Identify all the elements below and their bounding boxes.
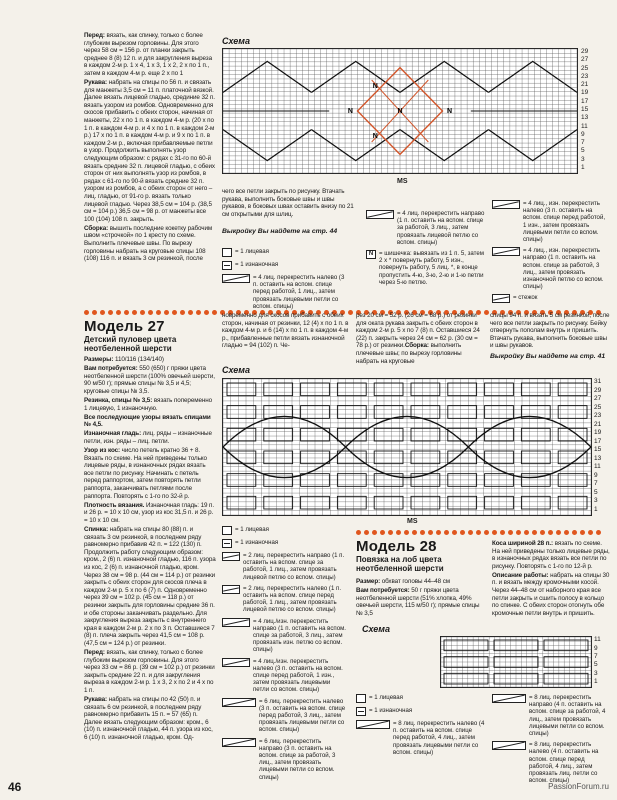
paragraph (84, 526, 216, 648)
divider-dot (204, 310, 209, 315)
top-chart-row-numbers (581, 48, 601, 172)
divider-dot (460, 530, 465, 535)
cable-box (411, 496, 440, 509)
row-number: 5 (594, 661, 598, 669)
cable-box (227, 406, 256, 419)
legend-item (222, 261, 350, 270)
legend-text: = 8 лиц. перекрестить направо (4 п. оставить на вспом. спице за работой, 4 лиц., затем провязать лицевыми петли со вспом. спицы) (529, 694, 606, 738)
paragraph (84, 430, 216, 445)
middle-knitting-chart (222, 378, 592, 516)
row-number: 29 (594, 386, 602, 394)
legend-text: = 4 лиц. перекрестить налево (3 п. оставить на вспом. спице перед работой, 1 лиц., затем провязать лицевыми петли со вспом. спицы) (253, 274, 345, 310)
bottom-legend-right (492, 694, 610, 785)
paragraph-label: Размеры: (84, 356, 114, 363)
bottom-knitting-chart (440, 636, 592, 688)
divider-dot (188, 310, 193, 315)
paragraph (84, 365, 216, 395)
model-27-right-text: спицы 94 п. и вязать 5 см резинкой, после чего все петли закрыть по рисунку. Бейку отвернуть пополам внутрь и пришить. Втачать рукава, выполнить боковые швы и швы рукавов. (490, 312, 610, 350)
legend-text: = 6 лиц. перекрестить направо (3 п. оставить на вспом. спице за работой, 3 лиц., затем провязать лицевыми петли со вспом. спицы) (259, 737, 336, 781)
page-number: 46 (8, 780, 22, 794)
paragraph-label: Узор из кос: (84, 447, 120, 455)
legend-symbol-icon (222, 658, 250, 667)
legend-text: = 4 лиц. перекрестить направо (1 п. оставить на вспом. спице за работой, 3 лиц., затем провязать лицевой петлю со вспом. спицы) (397, 210, 485, 246)
row-number: 5 (594, 488, 598, 496)
paragraph (84, 356, 216, 364)
paragraph-text: обхват головы 44–48 см (380, 578, 450, 585)
legend-item (222, 539, 346, 548)
legend-symbol-icon (222, 539, 232, 548)
row-number: 21 (581, 81, 589, 89)
cable-box (521, 383, 550, 396)
legend-item (492, 694, 610, 737)
cable-box (337, 406, 366, 419)
divider-dot (452, 530, 457, 535)
row-number: 9 (594, 644, 598, 652)
divider-dot (596, 530, 601, 535)
paragraph-text: набрать на спицы 80 (88) п. и связать 3 см резинкой, в последнем ряду равномерно прибавив 42 п. = 122 (130) п. Продолжить работу следующим образом: кром., 2 (6) п. изнаночной гладью, 116 п. узора из кос, 2 (6) п. изнаночной гладью, кром. Через 38 см = 98 р. (44 см = 114 р.) от резинки закрыть с обеих сторон для скосов плеча в каждом 2-м р. 5 х по 6 (7) п. Одновременно через 39 см = 102 р. (45 см = 118 р.) от резинки закрыть для горловины средние 36 п. и обе стороны заканчивать раздельно. Для закругления выреза закрыть с внутреннего края в каждом 2-м р. 2 х по 3 п. Оставшиеся 7 (8) п. плеча закрыть через 41,5 см = 108 р. (47,5 см = 124 р.) от резинки. (84, 525, 216, 647)
divider-dot (484, 310, 489, 315)
legend-text: = стежок (513, 294, 538, 302)
legend-item (492, 247, 610, 290)
cable-box (521, 496, 550, 509)
model-28-header (356, 538, 486, 573)
divider-dot (532, 530, 537, 535)
watermark: PassionForum.ru (548, 782, 609, 791)
row-number: 9 (594, 471, 598, 479)
legend-item (356, 707, 486, 716)
paragraph (356, 587, 486, 617)
cable-box (227, 383, 256, 396)
paragraph-label: Вам потребуется: (84, 365, 138, 373)
divider-dot (540, 530, 545, 535)
row-number: 25 (581, 64, 589, 72)
bobble-symbol: N (397, 108, 403, 115)
paragraph-text: вышить последние кокетку рабочим швом «строчкой» по 1 кресту по схеме. Выполнить плечевые швы. По вырезу горловины набрать на круговые спицы 108 (108) 116 п. и вязать 3 см резинкой, после (84, 224, 213, 263)
cable-box (264, 428, 293, 441)
legend-text: = 8 лиц. перекрестить налево (4 п. оставить на вспом. спице перед работой, 4 лиц., затем провязать лицевыми петли со вспом. спицы) (393, 720, 485, 756)
divider-dot (556, 530, 561, 535)
top-schema-title: Схема (222, 36, 250, 46)
divider-dot (412, 530, 417, 535)
legend-text: = 4 лиц./изн. перекрестить направо (1 п. оставить на вспом. спице за работой, 3 лиц., затем провязать изн. петлю со вспом. спицы) (253, 617, 346, 654)
cable-box (337, 496, 366, 509)
legend-symbol-icon (492, 200, 520, 209)
legend-text: = 4 лиц./изн. перекрестить налево (3 п. оставить на вспом. спице перед работой, 1 изн., затем провязать лицевыми петли со вспом. спицы) (253, 657, 343, 694)
row-number: 21 (594, 420, 602, 428)
divider-dot (420, 530, 425, 535)
legend-item (222, 274, 350, 310)
cable-box (558, 406, 587, 419)
cable-box (337, 383, 366, 396)
row-number: 11 (594, 463, 601, 471)
paragraph-text: набрать на спицы 30 п. и вязать между кромочными косой. Через 44–48 см от наборного края все петли закрыть и сшить полосу в кольцо по спинке. С обеих сторон отогнуть обе кромочные петли внутрь и пришить. (492, 571, 610, 617)
cable-box (374, 383, 403, 396)
legend-text: = 1 изнаночная (235, 539, 279, 546)
divider-dot (524, 530, 529, 535)
legend-text: = 1 лицевая (369, 694, 403, 701)
legend-text: = 2 лиц. перекрестить налево (1 п. оставить на вспом. спице перед работой, 1 лиц., затем провязать лицевой петлю со вспом. спицы) (243, 584, 342, 614)
legend-text: = 8 лиц. перекрестить налево (4 п. оставить на вспом. спице перед работой, 4 лиц., затем провязать лиц. петли со вспом. спицы) (529, 741, 599, 785)
cable-box (264, 451, 293, 464)
row-number: 27 (594, 395, 602, 403)
model-27-mid-text-2 (356, 312, 484, 365)
model-27-title: Модель 27 (84, 318, 165, 335)
legend-item (222, 658, 346, 694)
paragraph (84, 649, 216, 695)
paragraph-text: вязать, как спинку, только с более глубоким вырезом горловины. Для этого через 33 см = 86 р. (39 см = 102 р.) от резинки закрыть средние 22 п. и для закругления выреза в каждом 2-м р. 1 х 3, 2 х по 2 и 4 х по 1 п. (84, 648, 215, 694)
divider-dot (116, 310, 121, 315)
legend-item (492, 200, 610, 243)
paragraph-label: Размер: (356, 578, 381, 585)
cable-box (558, 383, 587, 396)
paragraph-text: Изнаночная гладь: 19 п. и 26 р. = 10 х 10 см, узор из кос 31,5 п. и 26 р. = 10 х 10 см. (84, 501, 215, 524)
legend-item (222, 585, 346, 614)
row-number: 27 (581, 56, 589, 64)
legend-text: = 1 лицевая (235, 526, 269, 533)
row-number: 13 (594, 454, 602, 462)
paragraph-label: Все последующие узоры вязать спицами № 4,5. (84, 413, 211, 429)
row-number: 23 (594, 412, 602, 420)
top-legend-left (222, 248, 350, 308)
legend-symbol-icon (492, 741, 526, 750)
row-number: 1 (594, 677, 598, 685)
bobble-symbol: N (372, 132, 378, 140)
row-number: 3 (594, 497, 598, 505)
legend-symbol-icon (222, 618, 250, 627)
paragraph (84, 32, 216, 78)
cable-box (521, 451, 550, 464)
cable-box (264, 496, 293, 509)
paragraph-text: 110/116 (134/140) (113, 356, 164, 363)
divider-dot (572, 530, 577, 535)
cable-box (558, 451, 587, 464)
legend-symbol-icon (222, 585, 240, 594)
legend-item (492, 741, 610, 784)
model-27-subtitle: Детский пуловер цвета неотбеленной шерсти (84, 335, 177, 353)
divider-dot (100, 310, 105, 315)
legend-symbol-icon (356, 720, 390, 729)
row-number: 1 (581, 163, 585, 171)
top-middle-text: чего все петли закрыть по рисунку. Втачать рукава, выполнить боковые швы и швы рукавов, в боковых швах оставить внизу по 21 см открытыми для шлиц. (222, 188, 354, 218)
legend-item (222, 248, 350, 257)
divider-dot (372, 530, 377, 535)
paragraph (84, 696, 216, 742)
cable-box (448, 406, 477, 419)
row-number: 15 (581, 106, 589, 113)
paragraph-text: 50 г пряжи цвета неотбеленной шерсти (51% хлопка, 49% овечьей шерсти, 115 м/50 г); прямые спицы № 3,5 (356, 587, 480, 617)
top-knitting-chart (222, 48, 578, 174)
bottom-legend-left (356, 694, 486, 776)
legend-text: = 1 изнаночная (235, 261, 279, 268)
cable-box (448, 428, 477, 441)
divider-dot (92, 310, 97, 315)
cable-box (558, 496, 587, 509)
legend-symbol-icon (222, 261, 232, 270)
middle-chart-row-numbers (594, 378, 612, 514)
cable-box (374, 496, 403, 509)
paragraph-label: Описание работы: (492, 571, 549, 579)
row-number: 19 (581, 89, 589, 97)
model-28-subtitle: Повязка на лоб цвета неотбеленной шерсти (356, 555, 444, 573)
divider-dot (444, 530, 449, 535)
divider-dot (388, 530, 393, 535)
divider-dot (196, 310, 201, 315)
legend-symbol-icon (222, 552, 240, 561)
divider-dot (124, 310, 129, 315)
cable-box (448, 383, 477, 396)
top-legend-middle (366, 210, 486, 308)
paragraph-label: Вам потребуется: (356, 587, 410, 595)
paragraph-text: набрать на спицы по 42 (50) п. и связать 6 см резинкой, в последнем ряду равномерно прибавить 15 п. = 57 (65) п. Далее вязать следующим образом: кром., 6 (10) п. изнаночной гладью, 44 п. узора из кос, 6 (10) п. изнаночной гладью, кром. Од- (84, 696, 213, 741)
paragraph (84, 447, 216, 500)
top-legend-right (492, 200, 610, 300)
divider-dot (132, 310, 137, 315)
cable-box (264, 383, 293, 396)
divider-dot (164, 310, 169, 315)
legend-text: = 4 лиц., изн. перекрестить налево (3 п. оставить на вспом. спице перед работой, 1 изн., затем провязать лицевыми петли со вспом. спицы) (523, 200, 606, 244)
row-number: 31 (594, 378, 602, 386)
row-number: 7 (594, 480, 598, 488)
legend-item (222, 738, 346, 781)
divider-dot (380, 530, 385, 535)
paragraph-label: Сборка: (84, 224, 109, 232)
divider-dot (588, 530, 593, 535)
legend-symbol-icon (492, 247, 520, 256)
divider-dot (492, 530, 497, 535)
row-number: 23 (581, 72, 589, 80)
legend-item (356, 694, 486, 703)
cable-box (374, 428, 403, 441)
bottom-chart-row-numbers (594, 636, 610, 686)
row-number: 11 (594, 636, 601, 644)
bobble-symbol: N (372, 83, 378, 91)
legend-text: = 4 лиц., изн. перекрестить направо (1 п. оставить на вспом. спице за работой, 3 лиц., затем провязать изнаночной петлю со вспом. спицы) (523, 247, 604, 291)
divider-dots-model-28 (356, 528, 610, 536)
legend-item (222, 552, 346, 581)
divider-dot (108, 310, 113, 315)
legend-text: = шишечка: вывязать из 1 п. 5, затем 2 х * повернуть работу, 5 изн., повернуть работу, 5 лиц. *, в конце пропустить 4-ю, 3-ю, 2-ю и 1-ю петли через 5-ю петлю. (379, 250, 484, 286)
paragraph (84, 397, 216, 412)
divider-dot (548, 530, 553, 535)
divider-dot (396, 530, 401, 535)
divider-dot (156, 310, 161, 315)
model-27-assembly-label: Сборка: (404, 342, 429, 350)
legend-symbol-icon (356, 707, 366, 716)
legend-item (356, 720, 486, 756)
paragraph-text: вязать, как спинку, только с более глубоким вырезом горловины. Для этого через 58 см = 156 р. от планки закрыть среднее 8 (8) 12 п. и для закругления выреза в каждом 2-м р. 1 х 4, 1 х 3, 1 х 2, 2 х по 1 п., затем в каждом 4-м р. еще 2 х по 1 (84, 32, 212, 77)
paragraph-text: число петель кратно 36 + 8. Вязать по схеме. На ней приведены только лицевые ряды, в изнаночных рядах вязать все петли по рисунку. Начинать с петель перед раппортом, затем повторять петли раппорта, заканчивать петлями после раппорта. Повторять с 1-го по 32-й р. (84, 447, 207, 500)
legend-symbol-icon (222, 698, 256, 707)
paragraph (492, 540, 610, 570)
divider-dot (212, 310, 217, 315)
legend-symbol-icon (222, 526, 232, 535)
row-number: 17 (581, 97, 589, 105)
divider-dot (180, 310, 185, 315)
paragraph (84, 502, 216, 525)
row-number: 7 (581, 139, 585, 147)
paragraph-label: Рукава: (84, 79, 108, 87)
legend-symbol-icon (492, 294, 510, 303)
legend-symbol-icon (222, 248, 232, 257)
cable-box (411, 451, 440, 464)
paragraph-label: Рукава: (84, 696, 108, 704)
divider-dot (484, 530, 489, 535)
legend-text: = 1 изнаночная (369, 707, 413, 714)
divider-dot (84, 310, 89, 315)
divider-dot (436, 530, 441, 535)
row-number: 17 (594, 437, 602, 445)
paragraph-label: Перед: (84, 648, 105, 656)
legend-text: = 6 лиц. перекрестить налево (3 п. оставить на вспом. спице перед работой, 3 лиц., затем провязать лицевыми петли со вспом. спицы) (259, 697, 346, 734)
divider-dot (148, 310, 153, 315)
paragraph-label: Плотность вязания. (84, 501, 145, 509)
bobble-symbol: N (447, 108, 453, 115)
divider-dot (476, 530, 481, 535)
paragraph-label: Перед: (84, 32, 105, 39)
mid-schema-title: Схема (222, 365, 250, 375)
divider-dot (564, 530, 569, 535)
legend-symbol-icon: N (366, 250, 376, 259)
cable-box (374, 451, 403, 464)
legend-item (222, 698, 346, 734)
legend-text: = 1 лицевая (235, 248, 269, 255)
paragraph (84, 414, 216, 429)
row-number: 1 (594, 505, 598, 513)
bottom-schema-title: Схема (362, 624, 390, 634)
paragraph (84, 225, 216, 263)
cable-box (411, 383, 440, 396)
cable-box (227, 451, 256, 464)
middle-chart-ms-label: MS (407, 518, 418, 525)
model-28-title: Модель 28 (356, 538, 437, 555)
middle-legend (222, 526, 346, 781)
paragraph (356, 578, 486, 586)
model-27-text-column (84, 356, 216, 774)
bobble-symbol: N (347, 108, 353, 115)
paragraph-text: вязать попеременно 1 лицевую, 1 изнаночную. (84, 396, 213, 412)
divider-dot (356, 530, 361, 535)
row-number: 25 (594, 403, 602, 411)
divider-dot (580, 530, 585, 535)
paragraph (84, 79, 216, 223)
model-27-header (84, 318, 216, 353)
cable-box (411, 428, 440, 441)
divider-dot (516, 530, 521, 535)
divider-dot (172, 310, 177, 315)
divider-dot (468, 530, 473, 535)
legend-item (366, 250, 486, 286)
divider-dot (140, 310, 145, 315)
legend-item (492, 294, 610, 303)
row-number: 3 (594, 669, 598, 677)
cable-box (521, 428, 550, 441)
legend-item (222, 618, 346, 654)
row-number: 9 (581, 130, 585, 138)
top-chart-ms-label: MS (397, 178, 408, 185)
divider-dot (500, 530, 505, 535)
divider-dot (428, 530, 433, 535)
row-number: 29 (581, 48, 589, 56)
model-27-mid-text-1: новременно для скосов прибавить с обеих сторон, начиная от резинки, 12 (4) х по 1 п. в каждом 4-м р. и 6 (14) х по 1 п. в каждом 4-м р., прибавленные петли вязать изнаночной гладью = 94 (102) п. Че- (222, 312, 349, 350)
paragraph-text: вязать по схеме. На ней приведены только лицевые ряды, в изнаночных рядах вязать все петли по рисунку. Повторять с 1-го по 12-й р. (492, 540, 610, 570)
paragraph-label: Изнаночная гладь: (84, 430, 142, 438)
paragraph-text: лиц. ряды – изнаночные петли, изн. ряды – лиц. петли. (84, 430, 212, 445)
paragraph-label: Коса шириной 28 п.: (492, 540, 554, 547)
row-number: 11 (581, 122, 588, 130)
paragraph (492, 572, 610, 618)
cable-box (227, 496, 256, 509)
paragraph-text: набрать на спицы по 56 п. и связать для манжеты 3,5 см = 11 п. платочной вязкой. Далее вязать лицевой гладью, срединие 32 п. вязать узором из ромбов. Одновременно для скосов прибавить с обеих сторон, начиная от манжеты, 22 х по 1 п. в каждом 4-м р. (20 х по 1 п. в каждом 4-м р. и 4 х по 1 п. в каждом 2-м р.) 17 х по 1 п. в каждом 4-м р. и 9 х по 1 п. в каждом 2-м р., включая прибавляемые петли в узор. Продолжить выполнять узор следующим образом: с рядах с 31-го по 60-й вязать средние 32 п. лицевой гладью, с обеих сторон от них выполнять узор из ромбов, в рядах с 61-го по 90-й вязать средние 32 п. узором из ромбов, а с обеих сторон от него – лиц. гладью, от 91-го р. вязать только лицевой гладью. Через 38,5 см = 104 р. (38,5 см = 104 р.) 36,5 см = 98 р. от манжеты все 100 (104) 108 п. закрыть. (84, 79, 215, 223)
model-27-pattern-link: Выкройку Вы найдете на стр. 41 (490, 353, 606, 360)
legend-item (366, 210, 486, 246)
divider-dot (364, 530, 369, 535)
paragraph-text: 550 (650) г пряжи цвета неотбеленной шерсти (100% овечьей шерсти, 90 м/50 г); прямые спицы № 3,5 и 4,5; круговые спицы № 3,5. (84, 365, 215, 395)
paragraph-label: Спинка: (84, 525, 109, 533)
divider-dot (404, 530, 409, 535)
legend-symbol-icon (492, 694, 526, 703)
legend-symbol-icon (222, 738, 256, 747)
row-number: 7 (594, 652, 598, 660)
model-27-mid-text-2-body: рез 20 см = 52 р. (26 см = 68 р.) от резинки для оката рукава закрыть с обеих сторон в каждом 2-м р. 5 х по 7 (8) п. Оставшиеся 24 (22) п. закрыть через 24 см = 62 р. (30 см = 78 р.) от резинки. (356, 312, 480, 350)
paragraph-label: Резинка, спицы № 3,5: (84, 396, 153, 404)
model-28-text-column (356, 578, 486, 618)
top-left-text-column (84, 32, 216, 288)
row-number: 3 (581, 155, 585, 163)
cable-box (337, 428, 366, 441)
legend-symbol-icon (366, 210, 394, 219)
row-number: 5 (581, 147, 585, 155)
model-28-right-text (492, 540, 610, 620)
top-pattern-link: Выкройку Вы найдете на стр. 44 (222, 228, 338, 235)
legend-symbol-icon (356, 694, 366, 703)
model-27-assembly-text: выполнить плечевые швы; по вырезу горловины набрать на круговые (356, 342, 462, 365)
legend-symbol-icon (222, 274, 250, 283)
cable-box (448, 496, 477, 509)
divider-dot (508, 530, 513, 535)
row-number: 15 (594, 446, 602, 454)
legend-item (222, 526, 346, 535)
row-number: 13 (581, 114, 589, 122)
legend-text: = 2 лиц. перекрестить направо (1 п. оставить на вспом. спице за работой, 1 лиц., затем провязать лицевой петлю со вспом. спицы) (243, 552, 345, 581)
row-number: 19 (594, 429, 602, 437)
